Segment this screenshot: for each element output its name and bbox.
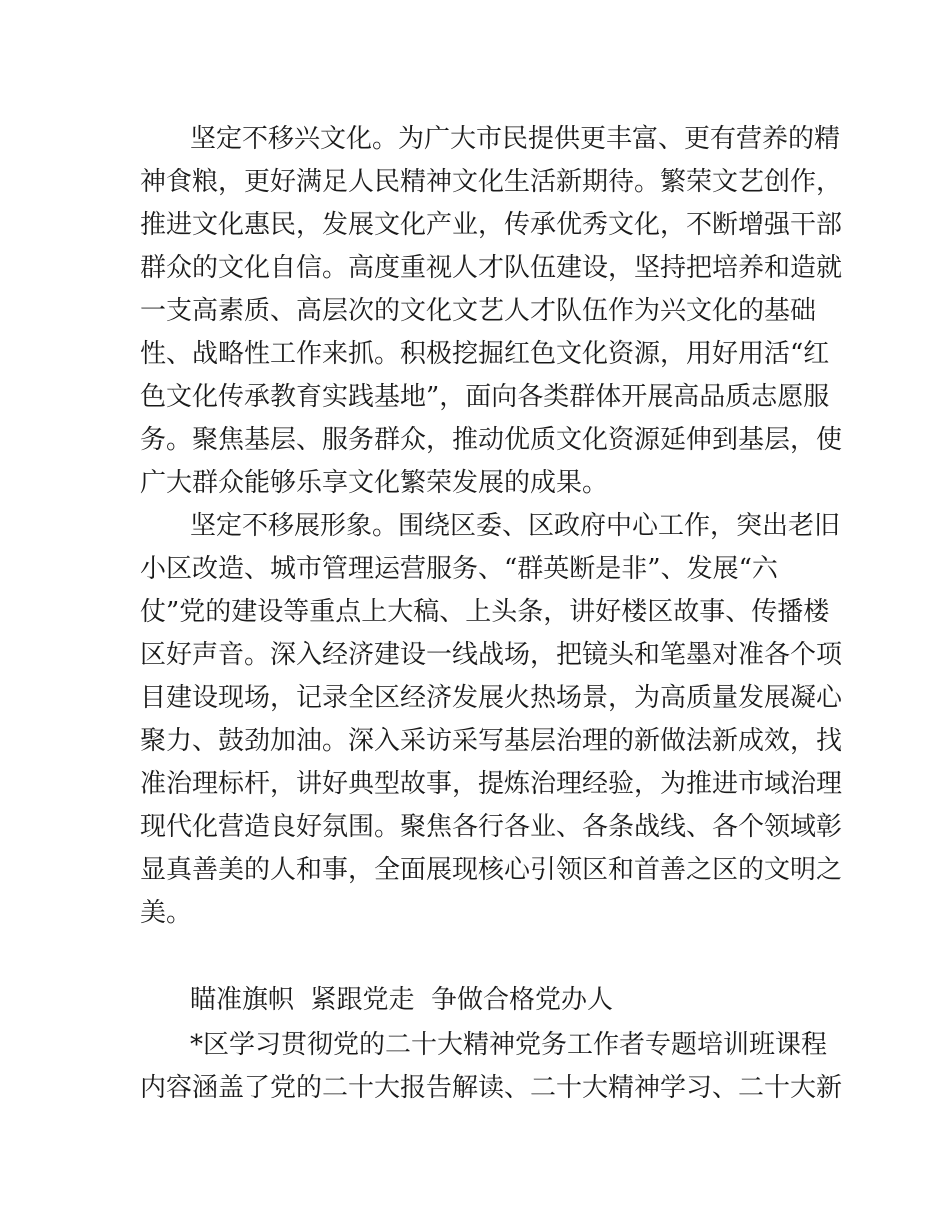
paragraph-line: 坚定不移兴文化。为广大市民提供更丰富、更有营养的精	[190, 124, 841, 154]
paragraph-line: 现代化营造良好氛围。聚焦各行各业、各条战线、各个领域彰	[140, 812, 843, 842]
paragraph-line: 准治理标杆，讲好典型故事，提炼治理经验，为推进市域治理	[140, 769, 843, 799]
paragraph-line: 务。聚焦基层、服务群众，推动优质文化资源延伸到基层，使	[140, 425, 843, 455]
paragraph-line: 小区改造、城市管理运营服务、“群英断是非”、发展“六	[140, 554, 778, 584]
paragraph-line: 性、战略性工作来抓。积极挖掘红色文化资源，用好用活“红	[140, 339, 830, 369]
paragraph-line: 坚定不移展形象。围绕区委、区政府中心工作，突出老旧	[190, 511, 841, 541]
paragraph-line: 聚力、鼓劲加油。深入采访采写基层治理的新做法新成效，找	[140, 726, 843, 756]
paragraph-line: 色文化传承教育实践基地”，面向各类群体开展高品质志愿服	[140, 382, 830, 412]
paragraph-line: 美。	[140, 898, 193, 928]
paragraph-line: *区学习贯彻党的二十大精神党务工作者专题培训班课程	[190, 1030, 828, 1060]
paragraph-line: 区好声音。深入经济建设一线战场，把镜头和笔墨对准各个项	[140, 640, 843, 670]
paragraph-line: 显真善美的人和事，全面展现核心引领区和首善之区的文明之	[140, 855, 843, 885]
paragraph-line: 目建设现场，记录全区经济发展火热场景，为高质量发展凝心	[140, 683, 843, 713]
paragraph-line: 群众的文化自信。高度重视人才队伍建设，坚持把培养和造就	[140, 253, 843, 283]
paragraph-line: 神食粮，更好满足人民精神文化生活新期待。繁荣文艺创作，	[140, 167, 843, 197]
paragraph-line: 推进文化惠民，发展文化产业，传承优秀文化，不断增强干部	[140, 210, 843, 240]
section-heading: 瞄准旗帜 紧跟党走 争做合格党办人	[190, 985, 614, 1015]
paragraph-line: 一支高素质、高层次的文化文艺人才队伍作为兴文化的基础	[140, 296, 817, 326]
paragraph-line: 广大群众能够乐享文化繁荣发展的成果。	[140, 468, 609, 498]
paragraph-line: 仗”党的建设等重点上大稿、上头条，讲好楼区故事、传播楼	[140, 597, 830, 627]
paragraph-line: 内容涵盖了党的二十大报告解读、二十大精神学习、二十大新	[140, 1073, 843, 1103]
